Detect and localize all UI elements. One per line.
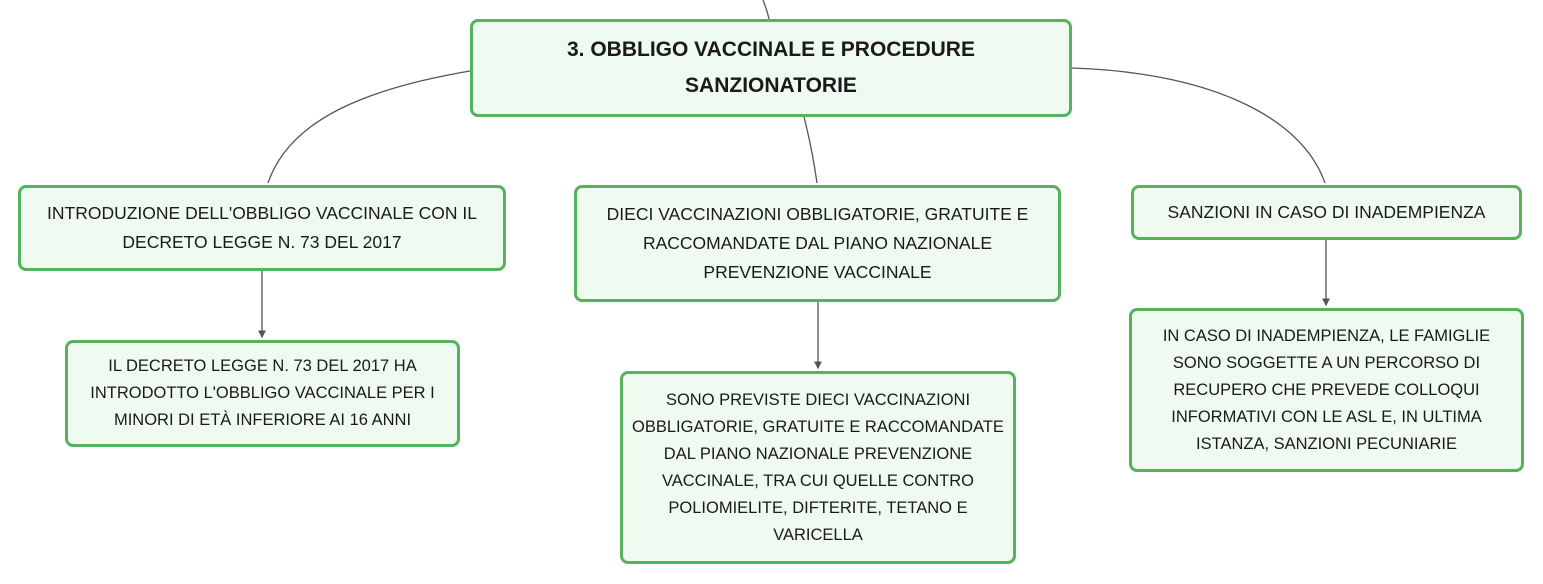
connector-root-branch-2	[804, 117, 817, 183]
branch-node-label: SANZIONI IN CASO DI INADEMPIENZA	[1167, 202, 1486, 222]
branch-node-label: DIECI VACCINAZIONI OBBLIGATORIE, GRATUITE E RACCOMANDATE DAL PIANO NAZIONALE PREVENZIONE VACCINALE	[606, 204, 1029, 282]
detail-node-text: IL DECRETO LEGGE N. 73 DEL 2017 HA INTRODOTTO L'OBBLIGO VACCINALE PER I MINORI DI ETÀ INFERIORE AI 16 ANNI	[90, 357, 435, 429]
root-node[interactable]	[470, 19, 1072, 117]
parent-connector	[763, 0, 769, 19]
detail-node-dieci-vaccinazioni[interactable]	[620, 371, 1016, 564]
branch-node-dieci-vaccinazioni[interactable]	[574, 185, 1061, 302]
connector-root-branch-1	[268, 71, 470, 183]
detail-node-sanzioni[interactable]	[1129, 308, 1524, 472]
branch-node-label: INTRODUZIONE DELL'OBBLIGO VACCINALE CON IL DECRETO LEGGE N. 73 DEL 2017	[47, 203, 477, 252]
detail-node-text: SONO PREVISTE DIECI VACCINAZIONI OBBLIGATORIE, GRATUITE E RACCOMANDATE DAL PIANO NAZIONALE PREVENZIONE VACCINALE, TRA CUI QUELLE CONTRO POLIOMIELITE, DIFTERITE, TETANO E VARICELLA	[632, 390, 1004, 544]
detail-node-decreto-legge[interactable]	[65, 340, 460, 447]
branch-node-decreto-legge[interactable]	[18, 185, 506, 271]
connector-root-branch-3	[1072, 68, 1325, 183]
detail-node-text: IN CASO DI INADEMPIENZA, LE FAMIGLIE SONO SOGGETTE A UN PERCORSO DI RECUPERO CHE PREVEDE COLLOQUI INFORMATIVI CON LE ASL E, IN ULTIMA ISTANZA, SANZIONI PECUNIARIE	[1162, 326, 1491, 453]
branch-node-sanzioni[interactable]	[1131, 185, 1522, 240]
root-node-title: 3. OBBLIGO VACCINALE E PROCEDURE SANZIONATORIE	[567, 38, 975, 97]
